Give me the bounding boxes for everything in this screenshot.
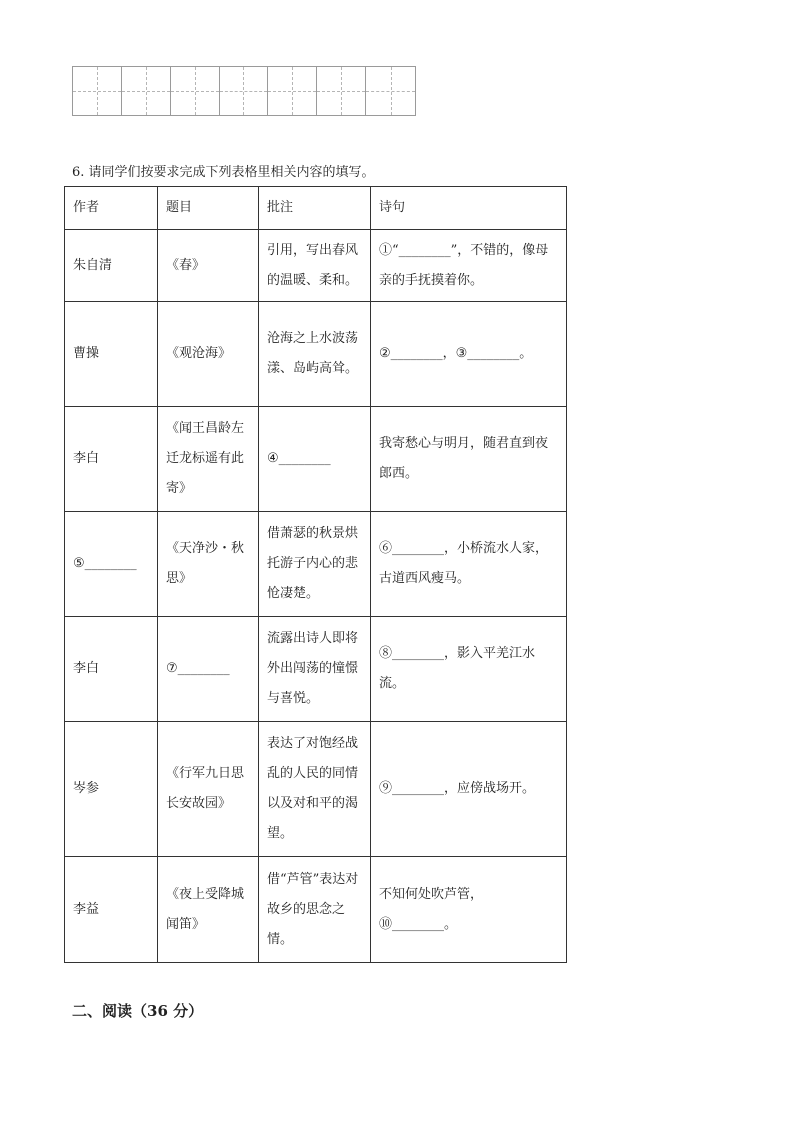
cell-note: 沧海之上水波荡漾、岛屿高耸。 — [259, 302, 371, 407]
cell-note: 借萧瑟的秋景烘托游子内心的悲怆凄楚。 — [259, 512, 371, 617]
cell-title: 《行军九日思长安故园》 — [158, 722, 259, 857]
cell-verse[interactable]: ⑧________，影入平羌江水流。 — [371, 617, 567, 722]
table-row — [65, 617, 567, 722]
cell-author: 朱自清 — [65, 230, 158, 302]
header-note: 批注 — [259, 187, 371, 230]
writing-grid — [72, 66, 416, 116]
cell-title: 《观沧海》 — [158, 302, 259, 407]
cell-author[interactable]: ⑤________ — [65, 512, 158, 617]
grid-cell[interactable] — [317, 67, 366, 115]
cell-author: 岑参 — [65, 722, 158, 857]
table-row — [65, 302, 567, 407]
cell-verse[interactable]: ①“________”，不错的，像母亲的手抚摸着你。 — [371, 230, 567, 302]
cell-verse: 我寄愁心与明月，随君直到夜郎西。 — [371, 407, 567, 512]
cell-note: 借“芦管”表达对故乡的思念之情。 — [259, 857, 371, 963]
table-row — [65, 512, 567, 617]
table-header-row — [65, 187, 567, 230]
cell-verse[interactable]: ②________，③________。 — [371, 302, 567, 407]
cell-author: 李白 — [65, 407, 158, 512]
cell-note: 流露出诗人即将外出闯荡的憧憬与喜悦。 — [259, 617, 371, 722]
cell-title: 《天净沙・秋思》 — [158, 512, 259, 617]
cell-author: 李益 — [65, 857, 158, 963]
cell-author: 曹操 — [65, 302, 158, 407]
table-row — [65, 407, 567, 512]
header-verse: 诗句 — [371, 187, 567, 230]
cell-note[interactable]: ④________ — [259, 407, 371, 512]
cell-verse[interactable]: 不知何处吹芦管，⑩________。 — [371, 857, 567, 963]
grid-cell[interactable] — [122, 67, 171, 115]
cell-title: 《闻王昌龄左迁龙标遥有此寄》 — [158, 407, 259, 512]
poem-table — [64, 186, 567, 963]
header-author: 作者 — [65, 187, 158, 230]
table-row — [65, 230, 567, 302]
header-title: 题目 — [158, 187, 259, 230]
grid-cell[interactable] — [366, 67, 415, 115]
grid-cell[interactable] — [171, 67, 220, 115]
grid-cell[interactable] — [220, 67, 269, 115]
grid-cell[interactable] — [268, 67, 317, 115]
cell-verse[interactable]: ⑥________，小桥流水人家，古道西风瘦马。 — [371, 512, 567, 617]
cell-author: 李白 — [65, 617, 158, 722]
section-reading-title: 二、阅读（36 分） — [72, 1002, 204, 1020]
grid-cell[interactable] — [73, 67, 122, 115]
table-row — [65, 722, 567, 857]
cell-title: 《夜上受降城闻笛》 — [158, 857, 259, 963]
cell-note: 引用，写出春风的温暖、柔和。 — [259, 230, 371, 302]
table-row — [65, 857, 567, 963]
cell-title: 《春》 — [158, 230, 259, 302]
cell-note: 表达了对饱经战乱的人民的同情以及对和平的渴望。 — [259, 722, 371, 857]
cell-verse[interactable]: ⑨________，应傍战场开。 — [371, 722, 567, 857]
question-6-title: 6. 请同学们按要求完成下列表格里相关内容的填写。 — [72, 165, 375, 180]
cell-title[interactable]: ⑦________ — [158, 617, 259, 722]
